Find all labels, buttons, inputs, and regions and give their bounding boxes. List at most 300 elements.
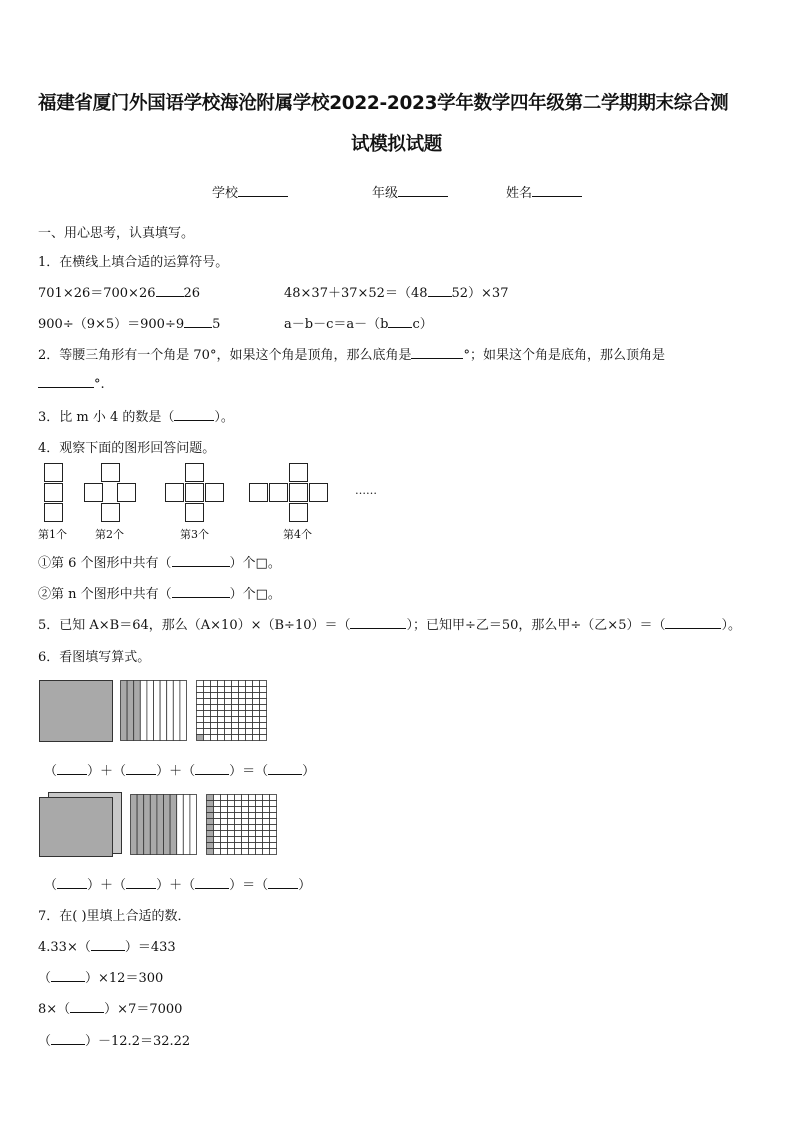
hundredth-cell <box>225 717 232 723</box>
square-3-3 <box>185 483 204 502</box>
hundredth-cell <box>256 801 263 807</box>
square-4-3 <box>269 483 288 502</box>
square-3-5 <box>185 503 204 522</box>
q1-blank-4[interactable] <box>388 315 412 328</box>
hundredth-cell <box>260 705 267 711</box>
hundredth-cell <box>211 705 218 711</box>
q7-item-2: （ ）×12＝300 <box>38 971 164 986</box>
hundredth-cell <box>204 723 211 729</box>
q1-item-4: a－b－c＝a－（b c） <box>284 317 433 332</box>
hundredth-cell <box>207 795 214 801</box>
hundredth-cell <box>246 717 253 723</box>
hundredth-cell <box>263 831 270 837</box>
tenth-strips-2 <box>130 794 202 856</box>
hundredth-cell <box>218 681 225 687</box>
page-title-line1: 福建省厦门外国语学校海沧附属学校2022-2023学年数学四年级第二学期期末综合测 <box>38 93 729 114</box>
square-4-6 <box>289 503 308 522</box>
hundredth-cell <box>228 813 235 819</box>
hundredth-cell <box>249 825 256 831</box>
hundredth-cell <box>253 729 260 735</box>
q2-line1: 2．等腰三角形有一个角是 70°，如果这个角是顶角，那么底角是 °；如果这个角是底角，那么顶角是 <box>38 348 665 363</box>
square-4-2 <box>249 483 268 502</box>
figure-label-2: 第2个 <box>95 528 124 541</box>
hundredth-cell <box>246 699 253 705</box>
hundredth-cell <box>228 807 235 813</box>
tenth-strip <box>131 795 138 855</box>
hundredth-cell <box>239 717 246 723</box>
hundredth-cell <box>228 801 235 807</box>
q2-line2: °. <box>38 375 105 392</box>
hundredth-cell <box>232 717 239 723</box>
hundredth-cell <box>197 723 204 729</box>
q1-blank-3[interactable] <box>184 315 212 328</box>
hundredth-cell <box>225 681 232 687</box>
hundredth-cell <box>270 825 277 831</box>
q1-item-3: 900÷（9×5）＝900÷9 5 <box>38 317 221 332</box>
hundredth-cell <box>270 849 277 855</box>
square-1-2 <box>44 483 63 502</box>
hundredth-cell <box>221 849 228 855</box>
hundredth-cell <box>228 843 235 849</box>
hundredth-cell <box>197 717 204 723</box>
hundredth-cell <box>256 813 263 819</box>
hundredth-grid-1 <box>196 680 268 742</box>
hundredth-cell <box>256 837 263 843</box>
q7-blank-3[interactable] <box>70 1000 104 1013</box>
hundredth-cell <box>228 849 235 855</box>
square-3-2 <box>165 483 184 502</box>
hundredth-cell <box>228 837 235 843</box>
q6-blank-5[interactable] <box>57 876 87 889</box>
hundredth-cell <box>260 681 267 687</box>
hundredth-cell <box>263 801 270 807</box>
hundredth-cell <box>232 705 239 711</box>
q1-item-1: 701×26＝700×26 26 <box>38 286 201 301</box>
tenth-strip <box>160 681 167 741</box>
hundredth-cell <box>246 705 253 711</box>
hundredth-cell <box>225 729 232 735</box>
tenth-strip <box>164 795 171 855</box>
hundredth-cell <box>253 681 260 687</box>
hundredth-cell <box>211 687 218 693</box>
hundredth-cell <box>214 825 221 831</box>
hundredth-cell <box>225 693 232 699</box>
hundredth-cell <box>232 729 239 735</box>
tenth-strip <box>140 681 147 741</box>
hundredth-cell <box>235 825 242 831</box>
school-blank[interactable] <box>238 184 288 197</box>
hundredth-cell <box>239 723 246 729</box>
tenth-strip <box>154 681 161 741</box>
hundredth-cell <box>232 693 239 699</box>
hundredth-cell <box>253 717 260 723</box>
hundredth-cell <box>218 717 225 723</box>
hundredth-cell <box>211 693 218 699</box>
square-1-1 <box>44 463 63 482</box>
hundredth-cell <box>235 843 242 849</box>
figure-label-3: 第3个 <box>180 528 209 541</box>
hundredth-cell <box>197 699 204 705</box>
hundredth-cell <box>218 699 225 705</box>
hundredth-cell <box>253 711 260 717</box>
hundredth-cell <box>197 687 204 693</box>
hundredth-cell <box>207 813 214 819</box>
hundredth-cell <box>221 843 228 849</box>
hundredth-cell <box>260 723 267 729</box>
hundredth-cell <box>270 807 277 813</box>
q6-blank-1[interactable] <box>57 762 87 775</box>
q1-blank-2[interactable] <box>428 284 452 297</box>
hundredth-cell <box>218 729 225 735</box>
hundredth-cell <box>221 819 228 825</box>
square-3-4 <box>205 483 224 502</box>
hundredth-cell <box>218 723 225 729</box>
hundredth-cell <box>270 843 277 849</box>
hundredth-cell <box>221 807 228 813</box>
figure-label-1: 第1个 <box>38 528 67 541</box>
hundredth-cell <box>204 717 211 723</box>
hundredth-cell <box>256 831 263 837</box>
hundredth-cell <box>239 687 246 693</box>
hundredth-cell <box>232 681 239 687</box>
q4-stem: 4．观察下面的图形回答问题。 <box>38 441 216 456</box>
hundredth-cell <box>235 795 242 801</box>
hundredth-cell <box>225 735 232 741</box>
tenth-strip <box>180 681 187 741</box>
tenth-strips-1 <box>120 680 188 742</box>
q6-blank-7[interactable] <box>195 876 229 889</box>
hundredth-cell <box>270 819 277 825</box>
hundredth-cell <box>214 807 221 813</box>
tenth-strip <box>137 795 144 855</box>
hundredth-cell <box>211 723 218 729</box>
q3-blank[interactable] <box>174 408 214 421</box>
hundredth-cell <box>197 729 204 735</box>
name-blank[interactable] <box>532 184 582 197</box>
hundredth-cell <box>214 837 221 843</box>
hundredth-cell <box>218 693 225 699</box>
square-1-3 <box>44 503 63 522</box>
hundredth-cell <box>197 735 204 741</box>
hundredth-cell <box>246 711 253 717</box>
hundredth-cell <box>256 843 263 849</box>
hundredth-cell <box>263 795 270 801</box>
hundredth-cell <box>249 837 256 843</box>
q6-blank-8[interactable] <box>268 876 298 889</box>
hundredth-cell <box>218 687 225 693</box>
hundredth-cell <box>207 825 214 831</box>
hundredth-cell <box>242 837 249 843</box>
q7-blank-1[interactable] <box>91 938 125 951</box>
q5-blank-2[interactable] <box>665 616 721 629</box>
hundredth-cell <box>228 825 235 831</box>
square-4-5 <box>309 483 328 502</box>
hundredth-cell <box>242 849 249 855</box>
hundredth-cell <box>270 813 277 819</box>
tenth-strip <box>170 795 177 855</box>
square-2-4 <box>101 503 120 522</box>
hundredth-cell <box>211 681 218 687</box>
hundredth-cell <box>253 693 260 699</box>
name-label: 姓名 <box>506 186 533 201</box>
hundredth-cell <box>232 735 239 741</box>
hundredth-cell <box>204 729 211 735</box>
tenth-strip <box>183 795 190 855</box>
hundredth-cell <box>211 717 218 723</box>
hundredth-cell <box>221 837 228 843</box>
tenth-strip <box>157 795 164 855</box>
hundredth-cell <box>260 687 267 693</box>
hundredth-cell <box>207 801 214 807</box>
figure-label-4: 第4个 <box>283 528 312 541</box>
hundredth-cell <box>218 705 225 711</box>
q6-equation-1: （ ）＋（ ）＋（ ）＝（ ） <box>44 764 316 779</box>
section-heading: 一、用心思考，认真填写。 <box>38 226 195 241</box>
hundredth-cell <box>246 681 253 687</box>
hundredth-cell <box>204 735 211 741</box>
grade-label: 年级 <box>372 186 399 201</box>
hundredth-cell <box>228 831 235 837</box>
q1-blank-1[interactable] <box>156 284 184 297</box>
school-label: 学校 <box>212 186 239 201</box>
hundredth-cell <box>218 735 225 741</box>
tenth-strip <box>147 681 154 741</box>
hundredth-cell <box>253 687 260 693</box>
hundredth-cell <box>256 819 263 825</box>
q7-item-3: 8×（ ）×7＝7000 <box>38 1002 183 1017</box>
tenth-strip <box>173 681 180 741</box>
hundredth-cell <box>228 819 235 825</box>
hundredth-cell <box>249 831 256 837</box>
hundredth-grid-2 <box>206 794 278 856</box>
hundredth-cell <box>225 711 232 717</box>
square-2-3 <box>117 483 136 502</box>
hundredth-cell <box>239 699 246 705</box>
square-4-1 <box>289 463 308 482</box>
square-2-1 <box>101 463 120 482</box>
hundredth-cell <box>260 693 267 699</box>
hundredth-cell <box>207 837 214 843</box>
hundredth-cell <box>239 705 246 711</box>
hundredth-cell <box>232 723 239 729</box>
hundredth-cell <box>232 687 239 693</box>
hundredth-cell <box>211 711 218 717</box>
hundredth-cell <box>207 831 214 837</box>
hundredth-cell <box>263 819 270 825</box>
hundredth-cell <box>256 795 263 801</box>
hundredth-cell <box>239 735 246 741</box>
hundredth-cell <box>249 813 256 819</box>
hundredth-cell <box>211 735 218 741</box>
ellipsis: …… <box>355 484 377 497</box>
page-title-line2: 试模拟试题 <box>351 134 443 155</box>
q6-stem: 6．看图填写算式。 <box>38 650 151 665</box>
square-2-2 <box>84 483 103 502</box>
hundredth-cell <box>263 825 270 831</box>
hundredth-cell <box>218 711 225 717</box>
hundredth-cell <box>197 711 204 717</box>
grade-field <box>372 182 448 201</box>
q5: 5．已知 A×B＝64，那么（A×10）×（B÷10）＝（ ）；已知甲÷乙＝50，那么甲÷（乙×5）＝（ ）。 <box>38 618 741 633</box>
name-field <box>506 182 582 201</box>
hundredth-cell <box>225 705 232 711</box>
q4-sub1: ①第 6 个图形中共有（ ）个□。 <box>38 556 281 571</box>
hundredth-cell <box>239 729 246 735</box>
hundredth-cell <box>246 687 253 693</box>
hundredth-cell <box>197 693 204 699</box>
hundredth-cell <box>235 801 242 807</box>
hundredth-cell <box>204 711 211 717</box>
q7-blank-4[interactable] <box>51 1032 85 1045</box>
q7-blank-2[interactable] <box>51 969 85 982</box>
q7-item-1: 4.33×（ ）＝433 <box>38 940 176 955</box>
hundredth-cell <box>228 795 235 801</box>
q6-blank-4[interactable] <box>268 762 302 775</box>
hundredth-cell <box>204 681 211 687</box>
hundredth-cell <box>239 681 246 687</box>
hundredth-cell <box>204 699 211 705</box>
hundredth-cell <box>242 819 249 825</box>
full-square-1 <box>39 680 113 742</box>
hundredth-cell <box>263 849 270 855</box>
hundredth-cell <box>253 705 260 711</box>
hundredth-cell <box>239 693 246 699</box>
hundredth-cell <box>246 723 253 729</box>
tenth-strip <box>127 681 134 741</box>
q7-item-4: （ ）－12.2＝32.22 <box>38 1034 191 1049</box>
hundredth-cell <box>242 843 249 849</box>
hundredth-cell <box>207 807 214 813</box>
hundredth-cell <box>246 735 253 741</box>
hundredth-cell <box>249 843 256 849</box>
hundredth-cell <box>239 711 246 717</box>
hundredth-cell <box>204 687 211 693</box>
hundredth-cell <box>225 687 232 693</box>
hundredth-cell <box>263 837 270 843</box>
hundredth-cell <box>235 807 242 813</box>
q6-blank-6[interactable] <box>126 876 156 889</box>
hundredth-cell <box>214 813 221 819</box>
tenth-strip <box>150 795 157 855</box>
hundredth-cell <box>263 843 270 849</box>
grade-blank[interactable] <box>398 184 448 197</box>
hundredth-cell <box>242 801 249 807</box>
hundredth-cell <box>249 819 256 825</box>
hundredth-cell <box>235 819 242 825</box>
q2-blank-2[interactable] <box>38 375 94 388</box>
hundredth-cell <box>235 831 242 837</box>
hundredth-cell <box>214 795 221 801</box>
hundredth-cell <box>235 813 242 819</box>
hundredth-cell <box>235 849 242 855</box>
tenth-strip <box>190 795 197 855</box>
hundredth-cell <box>242 831 249 837</box>
hundredth-cell <box>260 711 267 717</box>
hundredth-cell <box>246 729 253 735</box>
q2-blank-1[interactable] <box>411 346 463 359</box>
hundredth-cell <box>214 843 221 849</box>
q7-stem: 7．在( )里填上合适的数． <box>38 909 191 924</box>
hundredth-cell <box>204 705 211 711</box>
q1-item-2: 48×37＋37×52＝（48 52）×37 <box>284 286 509 301</box>
hundredth-cell <box>207 819 214 825</box>
hundredth-cell <box>260 735 267 741</box>
hundredth-cell <box>204 693 211 699</box>
hundredth-cell <box>225 699 232 705</box>
hundredth-cell <box>256 825 263 831</box>
hundredth-cell <box>249 807 256 813</box>
square-4-4 <box>289 483 308 502</box>
q4-blank-1[interactable] <box>172 554 230 567</box>
hundredth-cell <box>197 681 204 687</box>
hundredth-cell <box>197 705 204 711</box>
hundredth-cell <box>232 699 239 705</box>
tenth-strip <box>134 681 141 741</box>
hundredth-cell <box>253 735 260 741</box>
tenth-strip <box>177 795 184 855</box>
hundredth-cell <box>221 831 228 837</box>
hundredth-cell <box>232 711 239 717</box>
hundredth-cell <box>221 801 228 807</box>
hundredth-cell <box>270 795 277 801</box>
hundredth-cell <box>221 813 228 819</box>
hundredth-cell <box>242 813 249 819</box>
hundredth-cell <box>221 795 228 801</box>
hundredth-cell <box>253 699 260 705</box>
q6-blank-3[interactable] <box>195 762 229 775</box>
hundredth-cell <box>263 807 270 813</box>
hundredth-cell <box>260 729 267 735</box>
hundredth-cell <box>260 699 267 705</box>
hundredth-cell <box>263 813 270 819</box>
hundredth-cell <box>225 723 232 729</box>
hundredth-cell <box>207 843 214 849</box>
hundredth-cell <box>270 801 277 807</box>
hundredth-cell <box>242 795 249 801</box>
hundredth-cell <box>270 831 277 837</box>
q4-sub2: ②第 n 个图形中共有（ ）个□。 <box>38 587 281 602</box>
q6-equation-2: （ ）＋（ ）＋（ ）＝（ ） <box>44 878 312 893</box>
q5-blank-1[interactable] <box>350 616 406 629</box>
hundredth-cell <box>246 693 253 699</box>
school-field <box>212 182 288 201</box>
full-square-2-front <box>39 797 113 857</box>
hundredth-cell <box>211 699 218 705</box>
hundredth-cell <box>242 825 249 831</box>
hundredth-cell <box>214 831 221 837</box>
hundredth-cell <box>249 849 256 855</box>
q6-blank-2[interactable] <box>126 762 156 775</box>
q4-blank-2[interactable] <box>172 585 230 598</box>
tenth-strip <box>167 681 174 741</box>
hundredth-cell <box>242 807 249 813</box>
q1-stem: 1．在横线上填合适的运算符号。 <box>38 255 229 270</box>
hundredth-cell <box>253 723 260 729</box>
hundredth-cell <box>256 849 263 855</box>
hundredth-cell <box>214 849 221 855</box>
hundredth-cell <box>256 807 263 813</box>
tenth-strip <box>121 681 128 741</box>
hundredth-cell <box>249 795 256 801</box>
square-3-1 <box>185 463 204 482</box>
hundredth-cell <box>211 729 218 735</box>
q3: 3．比 m 小 4 的数是（ ）。 <box>38 410 234 425</box>
hundredth-cell <box>270 837 277 843</box>
tenth-strip <box>144 795 151 855</box>
hundredth-cell <box>221 825 228 831</box>
hundredth-cell <box>249 801 256 807</box>
hundredth-cell <box>214 801 221 807</box>
